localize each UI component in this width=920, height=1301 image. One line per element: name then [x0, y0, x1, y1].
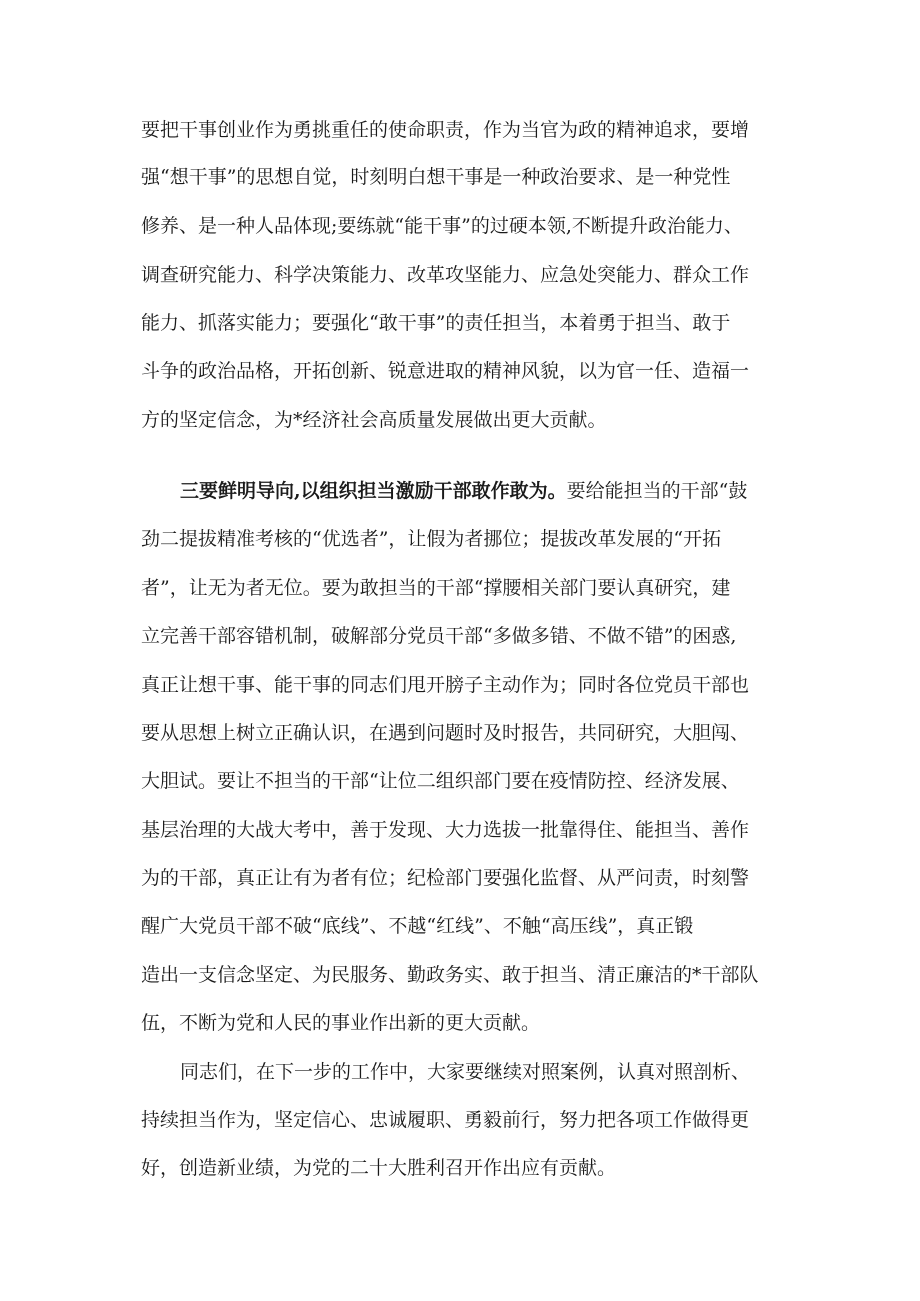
text-line: 者”，让无为者无位。要为敢担当的干部“撑腰相关部门要认真研究，建: [141, 577, 731, 599]
text-line: 造出一支信念坚定、为民服务、勤政务实、敢于担当、清正廉洁的*干部队: [141, 964, 759, 986]
text-line: 能力、抓落实能力；要强化“敢干事”的责任担当，本着勇于担当、敢于: [141, 312, 731, 334]
text-line: 修养、是一种人品体现;要练就“能干事”的过硬本领,不断提升政治能力、: [141, 215, 743, 237]
text-line: 醒广大党员干部不破“底线”、不越“红线”、不触“高压线”，真正锻: [141, 915, 694, 937]
text-line: 持续担当作为，坚定信心、忠诚履职、勇毅前行，努力把各项工作做得更: [141, 1109, 750, 1131]
text-line: 斗争的政治品格，开拓创新、锐意进取的精神风貌，以为官一任、造福一: [141, 360, 750, 382]
text-line: 要从思想上树立正确认识，在遇到问题时及时报告，共同研究，大胆闯、: [141, 722, 750, 744]
text-line: 强“想干事”的思想自觉，时刻明白想干事是一种政治要求、是一种党性: [141, 166, 731, 188]
text-line: 方的坚定信念，为*经济社会高质量发展做出更大贡献。: [141, 409, 607, 431]
text-line: 立完善干部容错机制，破解部分党员干部“多做多错、不做不错”的困惑,: [141, 625, 737, 647]
text-line: 好，创造新业绩，为党的二十大胜利召开作出应有贡献。: [141, 1157, 617, 1179]
text-line: [180, 479, 747, 503]
text-line: 劲二提拔精准考核的“优选者”，让假为者挪位；提拔改革发展的“开拓: [141, 528, 722, 550]
text-line: 要把干事创业作为勇挑重任的使命职责，作为当官为政的精神追求，要增: [141, 119, 750, 141]
paragraph-heading: 三要鲜明导向,以组织担当激励干部敢作敢为。: [180, 480, 567, 502]
text-line: 伍，不断为党和人民的事业作出新的更大贡献。: [141, 1012, 541, 1034]
text-line: 真正让想干事、能干事的同志们甩开膀子主动作为；同时各位党员干部也: [141, 674, 750, 696]
text-line: 调查研究能力、科学决策能力、改革攻坚能力、应急处突能力、群众工作: [141, 264, 750, 286]
text-line: 同志们，在下一步的工作中，大家要继续对照案例，认真对照剖析、: [180, 1061, 751, 1083]
text-line: 基层治理的大战大考中，善于发现、大力选拔一批靠得住、能担当、善作: [141, 819, 750, 841]
text-line: 大胆试。要让不担当的干部“让位二组织部门要在疫情防控、经济发展、: [141, 770, 740, 792]
text-line: 为的干部，真正让有为者有位；纪检部门要强化监督、从严问责，时刻警: [141, 867, 750, 889]
text-run: 要给能担当的干部“鼓: [566, 480, 748, 502]
